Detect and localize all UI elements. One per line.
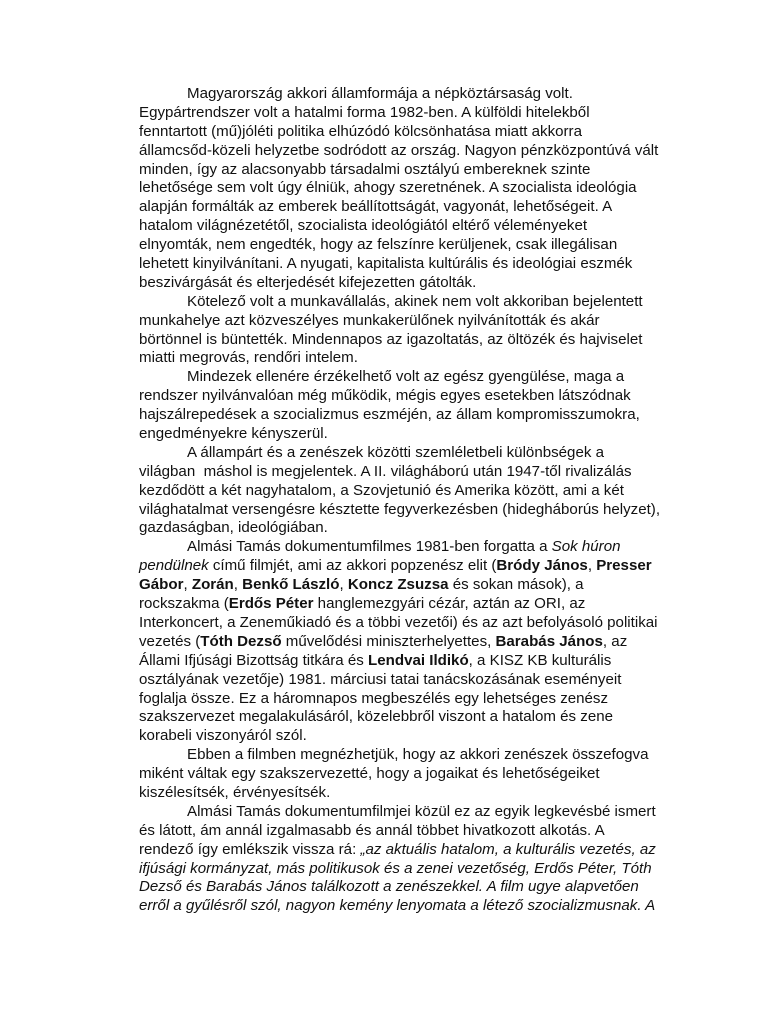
text-span: rockszakma (: [139, 595, 229, 613]
italic-text-span: erről a gyűlésről szól, nagyon kemény lenyomata a létező szocializmusnak. A: [139, 897, 656, 915]
text-line: [139, 274, 659, 293]
text-line: [139, 897, 659, 916]
text-line: [139, 765, 659, 784]
text-span: Ebben a filmben megnézhetjük, hogy az akkori zenészek összefogva: [187, 746, 649, 764]
italic-text-span: ifjúsági kormányzat, más politikusok és a zenei vezetőség, Erdős Péter, Tóth: [139, 859, 652, 877]
text-line: [139, 255, 659, 274]
text-span: korabeli viszonyáról szól.: [139, 727, 307, 745]
text-line: [139, 519, 659, 538]
text-line: [139, 161, 659, 180]
text-span: Egypártrendszer volt a hatalmi forma 1982-ben. A külföldi hitelekből: [139, 103, 590, 121]
bold-name-span: Bródy János: [496, 557, 588, 575]
text-line: [139, 841, 659, 860]
bold-name-span: Koncz Zsuzsa: [347, 576, 449, 594]
text-span: és látott, ám annál izgalmasabb és annál többet hivatkozott alkotás. A: [139, 821, 605, 839]
text-span: ,: [183, 576, 192, 594]
bold-name-span: Lendvai Ildikó: [368, 651, 469, 669]
text-line: [139, 652, 659, 671]
text-line: [139, 614, 659, 633]
bold-name-span: Barabás János: [495, 632, 603, 650]
text-span: hajszálrepedések a szocializmus eszméjén, az állam kompromisszumokra,: [139, 406, 640, 424]
text-line: [139, 425, 659, 444]
text-line: [139, 727, 659, 746]
text-span: kiszélesítsék, érvényesítsék.: [139, 783, 331, 801]
text-span: világhatalmat versengésre késztette fegyverkezésben (hidegháborús helyzet),: [139, 500, 661, 518]
text-line: [139, 878, 659, 897]
body-text: [139, 85, 659, 916]
text-line: [139, 142, 659, 161]
text-line: [139, 123, 659, 142]
bold-name-span: Tóth Dezső: [200, 632, 282, 650]
italic-text-span: Sok húron: [551, 538, 621, 556]
text-line: [139, 293, 659, 312]
text-span: Interkoncert, a Zeneműkiadó és a többi vezetői) és az azt befolyásoló politikai: [139, 613, 658, 631]
text-span: börtönnel is büntették. Mindennapos az igazoltatás, az öltözék és hajviselet: [139, 330, 643, 348]
text-span: és sokan mások), a: [448, 576, 584, 594]
text-span: miként váltak egy szakszervezetté, hogy a jogaikat és lehetőségeiket: [139, 765, 600, 783]
text-span: államcsőd-közeli helyzetbe sodródott az ország. Nagyon pénzközpontúvá vált: [139, 141, 659, 159]
text-line: [139, 482, 659, 501]
text-line: [139, 860, 659, 879]
text-line: [139, 803, 659, 822]
text-span: Kötelező volt a munkavállalás, akinek nem volt akkoriban bejelentett: [187, 292, 643, 310]
text-line: [139, 104, 659, 123]
text-line: [139, 557, 659, 576]
text-line: [139, 217, 659, 236]
text-line: [139, 633, 659, 652]
text-span: lehetett kinyilvánítani. A nyugati, kapitalista kultúrális és ideológiai eszmék: [139, 255, 633, 273]
text-span: miatti megrovás, rendőri intelem.: [139, 349, 358, 367]
text-span: művelődési miniszterhelyettes,: [281, 632, 496, 650]
bold-name-span: Presser: [596, 557, 652, 575]
text-span: Mindezek ellenére érzékelhető volt az egész gyengülése, maga a: [187, 368, 625, 386]
text-span: hatalom világnézetétől, szocialista ideológiától eltérő véleményeket: [139, 217, 588, 235]
text-line: [139, 576, 659, 595]
text-line: [139, 708, 659, 727]
text-span: lehetősége sem volt úgy élniük, ahogy szeretnének. A szocialista ideológia: [139, 179, 637, 197]
text-line: [139, 85, 659, 104]
text-line: [139, 331, 659, 350]
text-span: minden, így az alacsonyabb társadalmi osztályú embereknek szinte: [139, 160, 591, 178]
bold-name-span: Benkő László: [242, 576, 340, 594]
text-span: fenntartott (mű)jóléti politika elhúzódó kölcsönhatása miatt akkorra: [139, 122, 582, 140]
text-span: gazdaságban, ideológiában.: [139, 519, 328, 537]
bold-name-span: Erdős Péter: [228, 595, 314, 613]
text-span: A állampárt és a zenészek közötti szemléletbeli különbségek a: [187, 443, 604, 461]
text-line: [139, 671, 659, 690]
text-span: rendszer nyilvánvalóan még működik, mégis egyes esetekben látszódnak: [139, 387, 631, 405]
text-line: [139, 822, 659, 841]
text-span: elnyomták, nem engedték, hogy az felszínre kerüljenek, csak illegálisan: [139, 236, 618, 254]
text-line: [139, 690, 659, 709]
text-span: alapján formálták az emberek beállítottságát, vagyonát, lehetőségeit. A: [139, 198, 613, 216]
italic-text-span: pendülnek: [139, 557, 209, 575]
text-line: [139, 406, 659, 425]
text-span: vezetés (: [139, 632, 201, 650]
text-span: című filmjét, ami az akkori popzenész elit (: [208, 557, 497, 575]
text-line: [139, 312, 659, 331]
text-line: [139, 236, 659, 255]
text-span: ,: [339, 576, 348, 594]
text-span: Magyarország akkori államformája a népköztársaság volt.: [187, 85, 573, 102]
text-span: Almási Tamás dokumentumfilmjei közül ez az egyik legkevésbé ismert: [187, 802, 656, 820]
text-span: beszivárgását és elterjedését kifejezetten gátolták.: [139, 273, 477, 291]
italic-text-span: „az aktuális hatalom, a kulturális vezetés, az: [360, 840, 656, 858]
text-span: ,: [587, 557, 597, 575]
text-line: [139, 463, 659, 482]
text-span: Almási Tamás dokumentumfilmes 1981-ben forgatta a: [187, 538, 552, 556]
text-span: szakszervezet megalakulásáról, közelebbről viszont a hatalom és zene: [139, 708, 614, 726]
text-span: foglalja össze. Ez a háromnapos megbeszélés egy lehetséges zenész: [139, 689, 609, 707]
text-line: [139, 595, 659, 614]
text-line: [139, 198, 659, 217]
text-line: [139, 784, 659, 803]
text-line: [139, 349, 659, 368]
text-span: , az: [602, 632, 628, 650]
text-line: [139, 538, 659, 557]
italic-text-span: Dezső és Barabás János találkozott a zenészekkel. A film ugye alapvetően: [139, 878, 639, 896]
text-line: [139, 746, 659, 765]
text-span: hanglemezgyári cézár, aztán az ORI, az: [313, 595, 586, 613]
text-line: [139, 179, 659, 198]
text-span: rendező így emlékszik vissza rá:: [139, 840, 361, 858]
bold-name-span: Zorán: [191, 576, 234, 594]
text-line: [139, 368, 659, 387]
text-span: ,: [233, 576, 243, 594]
text-span: Állami Ifjúsági Bizottság titkára és: [139, 651, 369, 669]
text-span: osztályának vezetője) 1981. márciusi tatai tanácskozásának eseményeit: [139, 670, 622, 688]
text-span: munkahelye azt közveszélyes munkakerülőnek nyilvánították és akár: [139, 311, 600, 329]
text-span: , a KISZ KB kulturális: [468, 651, 612, 669]
bold-name-span: Gábor: [139, 576, 184, 594]
text-span: engedményekre kényszerül.: [139, 425, 328, 443]
text-line: [139, 444, 659, 463]
text-line: [139, 501, 659, 520]
text-line: [139, 387, 659, 406]
text-span: kezdődött a két nagyhatalom, a Szovjetunió és Amerika között, ami a két: [139, 481, 624, 499]
text-span: világban máshol is megjelentek. A II. világháború után 1947-től rivalizálás: [139, 462, 632, 480]
